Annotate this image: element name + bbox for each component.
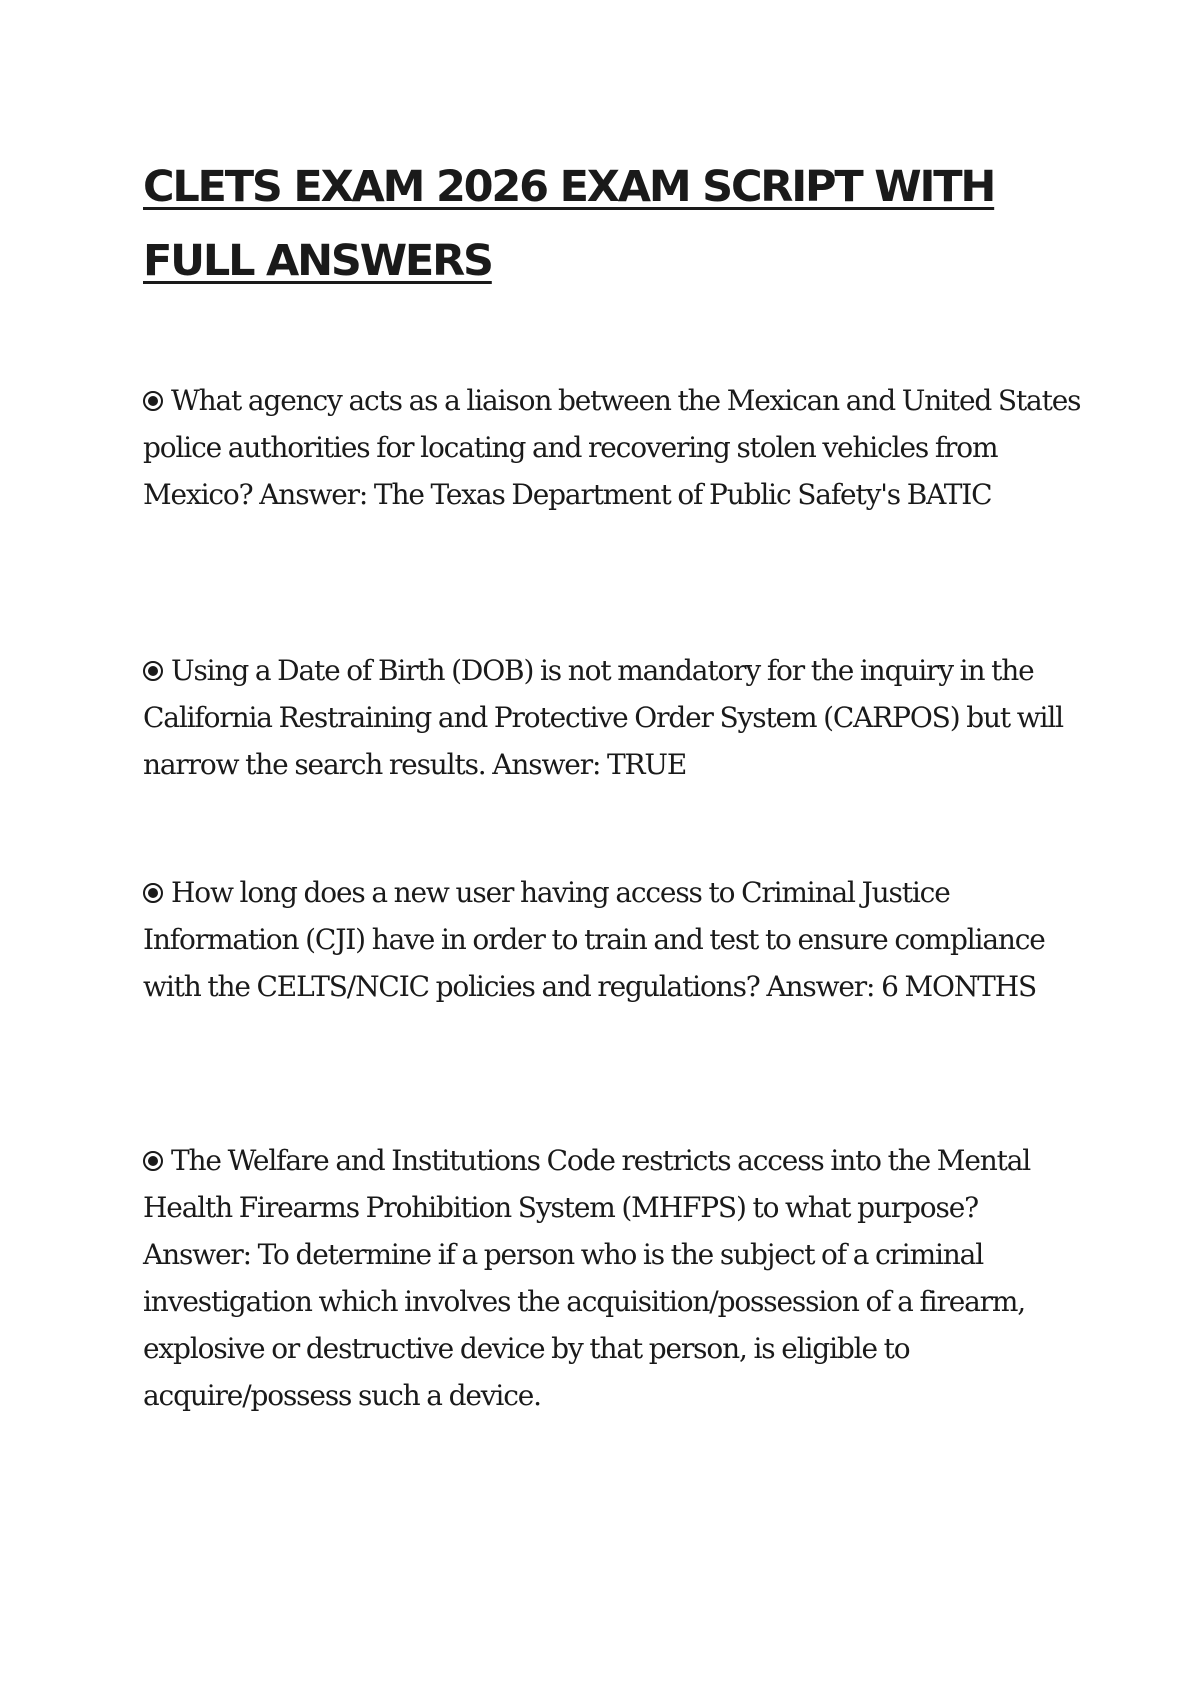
qa-text: The Welfare and Institutions Code restricts access into the Mental Health Firearms Prohibition System (MHFPS) to what purpose? Answer: To determine if a person who is the subject of a criminal investigation which involves the acquisition/possession of a firearm, explosive or destructive device by that person, is eligible to acquire/possess such a device. (143, 1144, 1031, 1412)
qa-item (143, 869, 1083, 1010)
qa-text: How long does a new user having access to Criminal Justice Information (CJI) have in order to train and test to ensure compliance with the CELTS/NCIC policies and regulations? Answer: 6 MONTHS (143, 876, 1045, 1003)
radio-bullet-icon (143, 391, 163, 411)
qa-item (143, 1137, 1083, 1419)
qa-item (143, 647, 1083, 788)
radio-bullet-icon (143, 1151, 163, 1171)
qa-text: Using a Date of Birth (DOB) is not mandatory for the inquiry in the California Restraining and Protective Order System (CARPOS) but will narrow the search results. Answer: TRUE (143, 654, 1063, 781)
document-title: CLETS EXAM 2026 EXAM SCRIPT WITH FULL ANSWERS (143, 162, 995, 286)
radio-bullet-icon (143, 661, 163, 681)
qa-item (143, 377, 1083, 518)
radio-bullet-icon (143, 883, 163, 903)
qa-text: What agency acts as a liaison between the Mexican and United States police authorities for locating and recovering stolen vehicles from Mexico? Answer: The Texas Department of Public Safety's BATIC (143, 384, 1081, 511)
